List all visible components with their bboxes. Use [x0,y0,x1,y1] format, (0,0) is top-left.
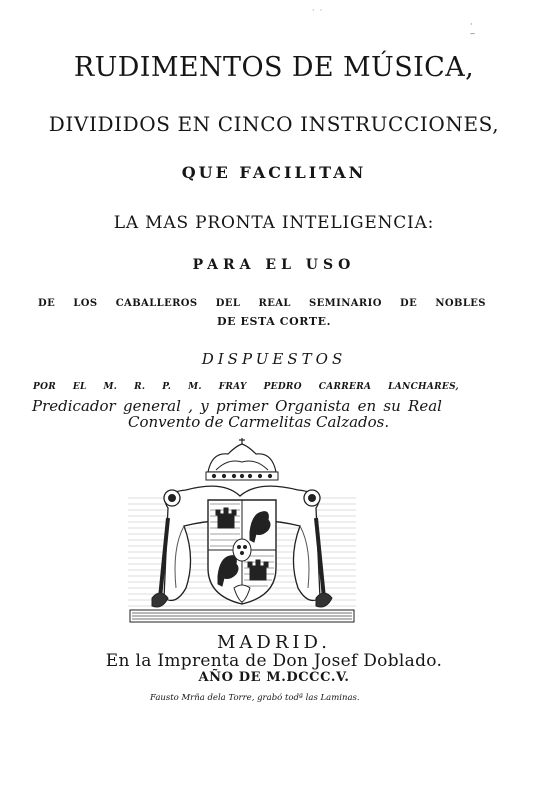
title-line-5: PARA EL USO [192,257,356,273]
word: SEMINARIO [309,298,382,309]
word: M. [188,382,202,392]
imprint-city: MADRID. [216,632,332,653]
word: , [188,397,193,415]
word: CARRERA [318,382,372,392]
author-line [33,382,459,392]
word: en [357,397,377,415]
paper-speck: · · [312,6,323,15]
word: FRAY [218,382,247,392]
word: su [383,397,401,415]
word: DE [400,298,418,309]
word: PEDRO [263,382,302,392]
title-line-6 [38,298,486,309]
word: Predicador [32,397,116,415]
word: M. [103,382,118,392]
title-line-3: QUE FACILITAN [181,163,367,182]
imprint-press: En la Imprenta de Don Josef Doblado. [105,651,443,671]
imprint-year: AÑO DE M.DCCC.V. [198,670,350,685]
word: NOBLES [435,298,486,309]
word: DEL [215,298,241,309]
word: Real [408,397,442,415]
word: Organista [275,397,351,415]
word: POR [33,382,56,392]
coat-of-arms-emblem [128,438,356,628]
title-line-1: RUDIMENTOS DE MÚSICA, [73,52,475,83]
word: EL [72,382,87,392]
title-line-2: DIVIDIDOS EN CINCO INSTRUCCIONES, [48,112,500,136]
paper-speck: · ‒ [470,20,476,38]
word: LANCHARES, [388,382,459,392]
word: LOS [73,298,98,309]
engraver-note: Fausto Mrña dela Torre, grabó todª las Laminas. [150,693,360,703]
word: y [200,397,209,415]
word: REAL [258,298,291,309]
word: DE [38,298,56,309]
word: primer [216,397,268,415]
author-convent-line: Convento de Carmelitas Calzados. [128,413,390,431]
word: P. [162,382,172,392]
word: general [122,397,181,415]
word: R. [134,382,146,392]
title-line-7: DE ESTA CORTE. [216,315,332,328]
word: CABALLEROS [115,298,198,309]
title-line-4: LA MAS PRONTA INTELIGENCIA: [113,213,435,233]
title-line-8: DISPUESTOS [201,350,347,368]
